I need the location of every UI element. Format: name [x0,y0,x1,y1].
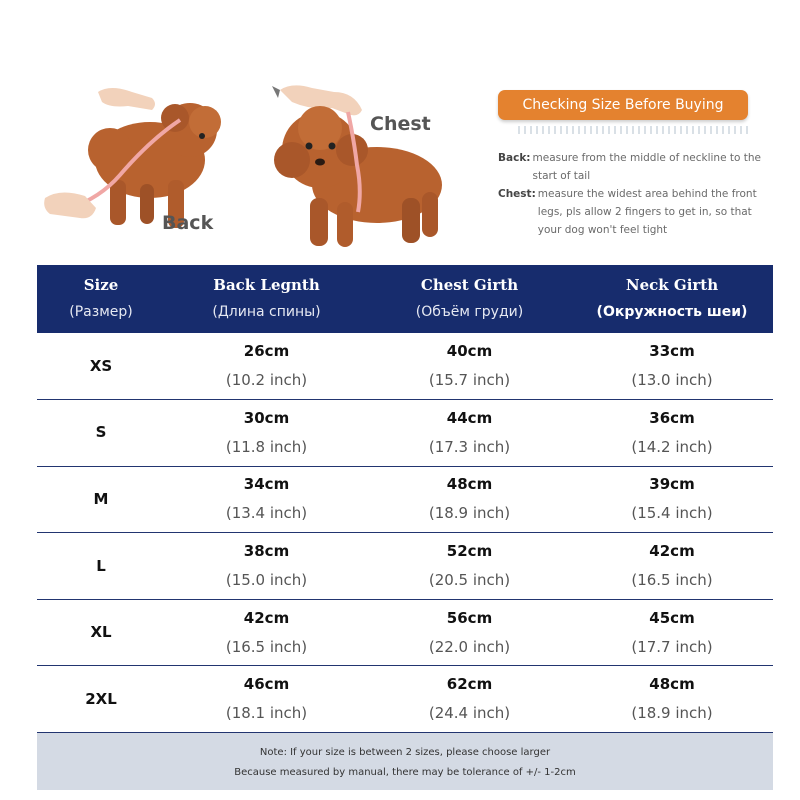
cm-value: 34cm [243,475,290,494]
cm-value: 39cm [649,475,695,494]
cm-value: 48cm [446,475,493,494]
inch-value: (15.0 inch) [225,571,308,590]
inch-value: (14.2 inch) [631,437,713,456]
back-length-cell [165,333,368,400]
inch-value: (18.1 inch) [225,704,308,723]
cm-value: 46cm [243,675,290,694]
size-cell: XS [37,333,165,400]
table-row [37,466,773,533]
table-row [37,333,773,400]
inch-value: (16.5 inch) [225,637,308,656]
size-chart-table [37,265,773,733]
tape-ruler-icon [518,126,748,134]
guide-item-chest [498,185,768,239]
chest-girth-cell [368,599,571,666]
back-length-cell [165,400,368,467]
note-line-1: Note: If your size is between 2 sizes, please choose larger [259,747,551,758]
size-note [37,733,773,790]
guide-item-key: Chest: [498,188,536,200]
header-chest-girth [368,265,571,333]
inch-value: (22.0 inch) [428,637,511,656]
inch-value: (15.7 inch) [428,371,511,390]
inch-value: (10.2 inch) [225,371,308,390]
neck-girth-cell [571,533,773,600]
cm-value: 26cm [243,342,290,361]
neck-girth-cell [571,333,773,400]
inch-value: (17.3 inch) [428,437,511,456]
cm-value: 30cm [243,408,290,427]
header-sub: (Размер) [69,304,133,320]
header-label: Chest Girth [420,276,519,294]
table-row [37,599,773,666]
inch-value: (13.4 inch) [225,504,308,523]
header-sub: (Длина спины) [212,304,321,320]
header-sub: (Окружность шеи) [596,304,748,320]
neck-girth-cell [571,666,773,733]
cm-value: 38cm [243,542,290,561]
back-length-cell [165,666,368,733]
cm-value: 42cm [243,608,290,627]
table-row [37,533,773,600]
size-cell: M [37,466,165,533]
size-cell: XL [37,599,165,666]
cm-value: 44cm [446,408,493,427]
inch-value: (18.9 inch) [631,704,713,723]
guide-instructions [498,149,768,239]
back-label: Back [162,212,214,234]
cm-value: 33cm [649,342,695,361]
inch-value: (24.4 inch) [428,704,511,723]
guide-item-text: measure from the middle of neckline to the start of tail [532,152,761,182]
cm-value: 45cm [649,608,695,627]
header-neck-girth [571,265,773,333]
chest-girth-cell [368,333,571,400]
inch-value: (18.9 inch) [428,504,511,523]
note-line-2: Because measured by manual, there may be tolerance of +/- 1-2cm [234,767,576,778]
guide-item-key: Back: [498,152,531,164]
header-label: Neck Girth [625,276,719,294]
cm-value: 36cm [649,408,695,427]
neck-girth-cell [571,466,773,533]
cm-value: 56cm [446,608,493,627]
guide-item-text: measure the widest area behind the front legs, pls allow 2 fingers to get in, so that your dog won't feel tight [537,188,757,236]
inch-value: (20.5 inch) [428,571,511,590]
chest-girth-cell [368,533,571,600]
cm-value: 40cm [446,342,493,361]
cm-value: 52cm [446,542,493,561]
inch-value: (13.0 inch) [631,371,713,390]
header-label: Size [83,276,119,294]
header-size [37,265,165,333]
size-cell: S [37,400,165,467]
back-length-cell [165,466,368,533]
header-sub: (Объём груди) [415,304,524,320]
header-label: Back Legnth [213,276,320,294]
chest-girth-cell [368,466,571,533]
chest-label: Chest [370,113,431,135]
cm-value: 62cm [446,675,493,694]
size-cell: L [37,533,165,600]
inch-value: (16.5 inch) [631,571,713,590]
guide-item-back [498,149,768,185]
back-length-cell [165,599,368,666]
inch-value: (11.8 inch) [225,437,308,456]
neck-girth-cell [571,400,773,467]
inch-value: (17.7 inch) [631,637,713,656]
cm-value: 48cm [649,675,695,694]
chest-girth-cell [368,400,571,467]
table-header-row [37,265,773,333]
table-row [37,666,773,733]
neck-girth-cell [571,599,773,666]
measurement-guide [498,90,768,239]
inch-value: (15.4 inch) [631,504,713,523]
table-row [37,400,773,467]
hand-shape [98,88,155,110]
chest-measure-illustration [262,80,462,255]
cm-value: 42cm [649,542,695,561]
back-length-cell [165,533,368,600]
guide-title: Checking Size Before Buying [498,90,748,120]
size-cell: 2XL [37,666,165,733]
chest-girth-cell [368,666,571,733]
header-back-length [165,265,368,333]
chest-measure-photo [262,80,462,255]
